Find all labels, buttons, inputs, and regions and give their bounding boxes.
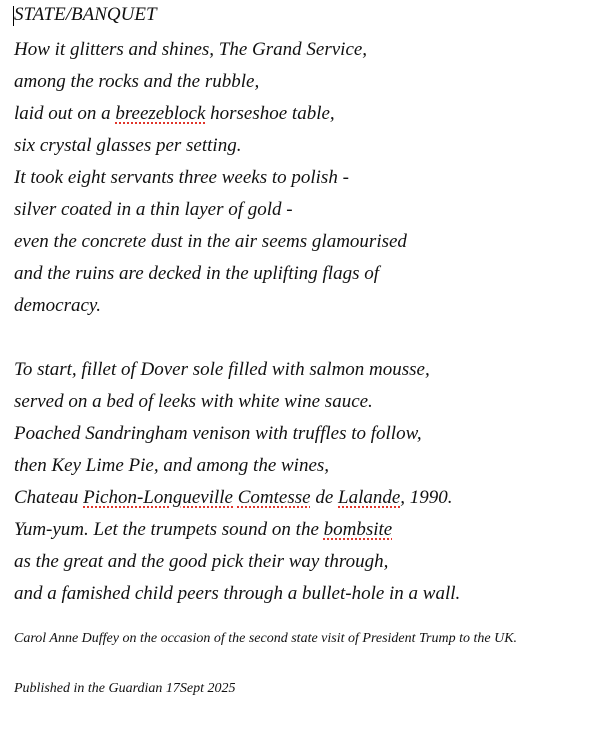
spellcheck-flagged-word: bombsite	[323, 519, 393, 540]
line-text: democracy.	[14, 295, 102, 316]
spellcheck-flagged-word: Lalande	[338, 487, 401, 508]
poem-line	[14, 130, 606, 162]
poem-line	[14, 162, 606, 194]
poem-title	[14, 4, 606, 26]
poem-line	[14, 514, 606, 546]
line-text: horseshoe table,	[205, 103, 335, 124]
spellcheck-flagged-word: Comtesse	[237, 487, 311, 508]
poem-line	[14, 354, 606, 386]
line-text: and the ruins are decked in the uplifting flags of	[14, 263, 379, 284]
line-text: Yum-yum. Let the trumpets sound on the	[14, 519, 324, 540]
line-text: To start, fillet of Dover sole filled with salmon mousse,	[14, 359, 430, 380]
poem-line	[14, 418, 606, 450]
stanza-1	[14, 34, 606, 322]
line-text: and a famished child peers through a bullet-hole in a wall.	[14, 583, 461, 604]
line-text: de	[310, 487, 339, 508]
poem-line	[14, 66, 606, 98]
poem-line	[14, 482, 606, 514]
line-text: silver coated in a thin layer of gold -	[14, 199, 293, 220]
document-body[interactable]	[14, 4, 606, 698]
poem-line	[14, 578, 606, 610]
line-text: then Key Lime Pie, and among the wines,	[14, 455, 330, 476]
poem-line	[14, 98, 606, 130]
poem-line	[14, 258, 606, 290]
line-text: Poached Sandringham venison with truffles to follow,	[14, 423, 422, 444]
poem-line	[14, 290, 606, 322]
line-text: even the concrete dust in the air seems glamourised	[14, 231, 407, 252]
poem-line	[14, 194, 606, 226]
line-text: among the rocks and the rubble,	[14, 71, 260, 92]
line-text: Chateau	[14, 487, 84, 508]
line-text: served on a bed of leeks with white wine sauce.	[14, 391, 373, 412]
poem-title-text: STATE/BANQUET	[14, 4, 157, 25]
poem-line	[14, 386, 606, 418]
poem-line	[14, 226, 606, 258]
line-text: laid out on a	[14, 103, 116, 124]
publication-note: Published in the Guardian 17Sept 2025	[14, 681, 236, 696]
poem-line	[14, 34, 606, 66]
line-text: , 1990.	[400, 487, 453, 508]
stanza-2	[14, 354, 606, 610]
text-cursor	[13, 6, 14, 26]
poem-line	[14, 450, 606, 482]
spellcheck-flagged-word: Pichon-Longueville	[83, 487, 233, 508]
line-text: How it glitters and shines, The Grand Service,	[14, 39, 368, 60]
spellcheck-flagged-word: breezeblock	[115, 103, 206, 124]
author-credit: Carol Anne Duffey on the occasion of the second state visit of President Trump to the UK.	[14, 631, 518, 646]
line-text: as the great and the good pick their way through,	[14, 551, 389, 572]
poem-line	[14, 546, 606, 578]
line-text: six crystal glasses per setting.	[14, 135, 242, 156]
line-text: It took eight servants three weeks to polish -	[14, 167, 349, 188]
